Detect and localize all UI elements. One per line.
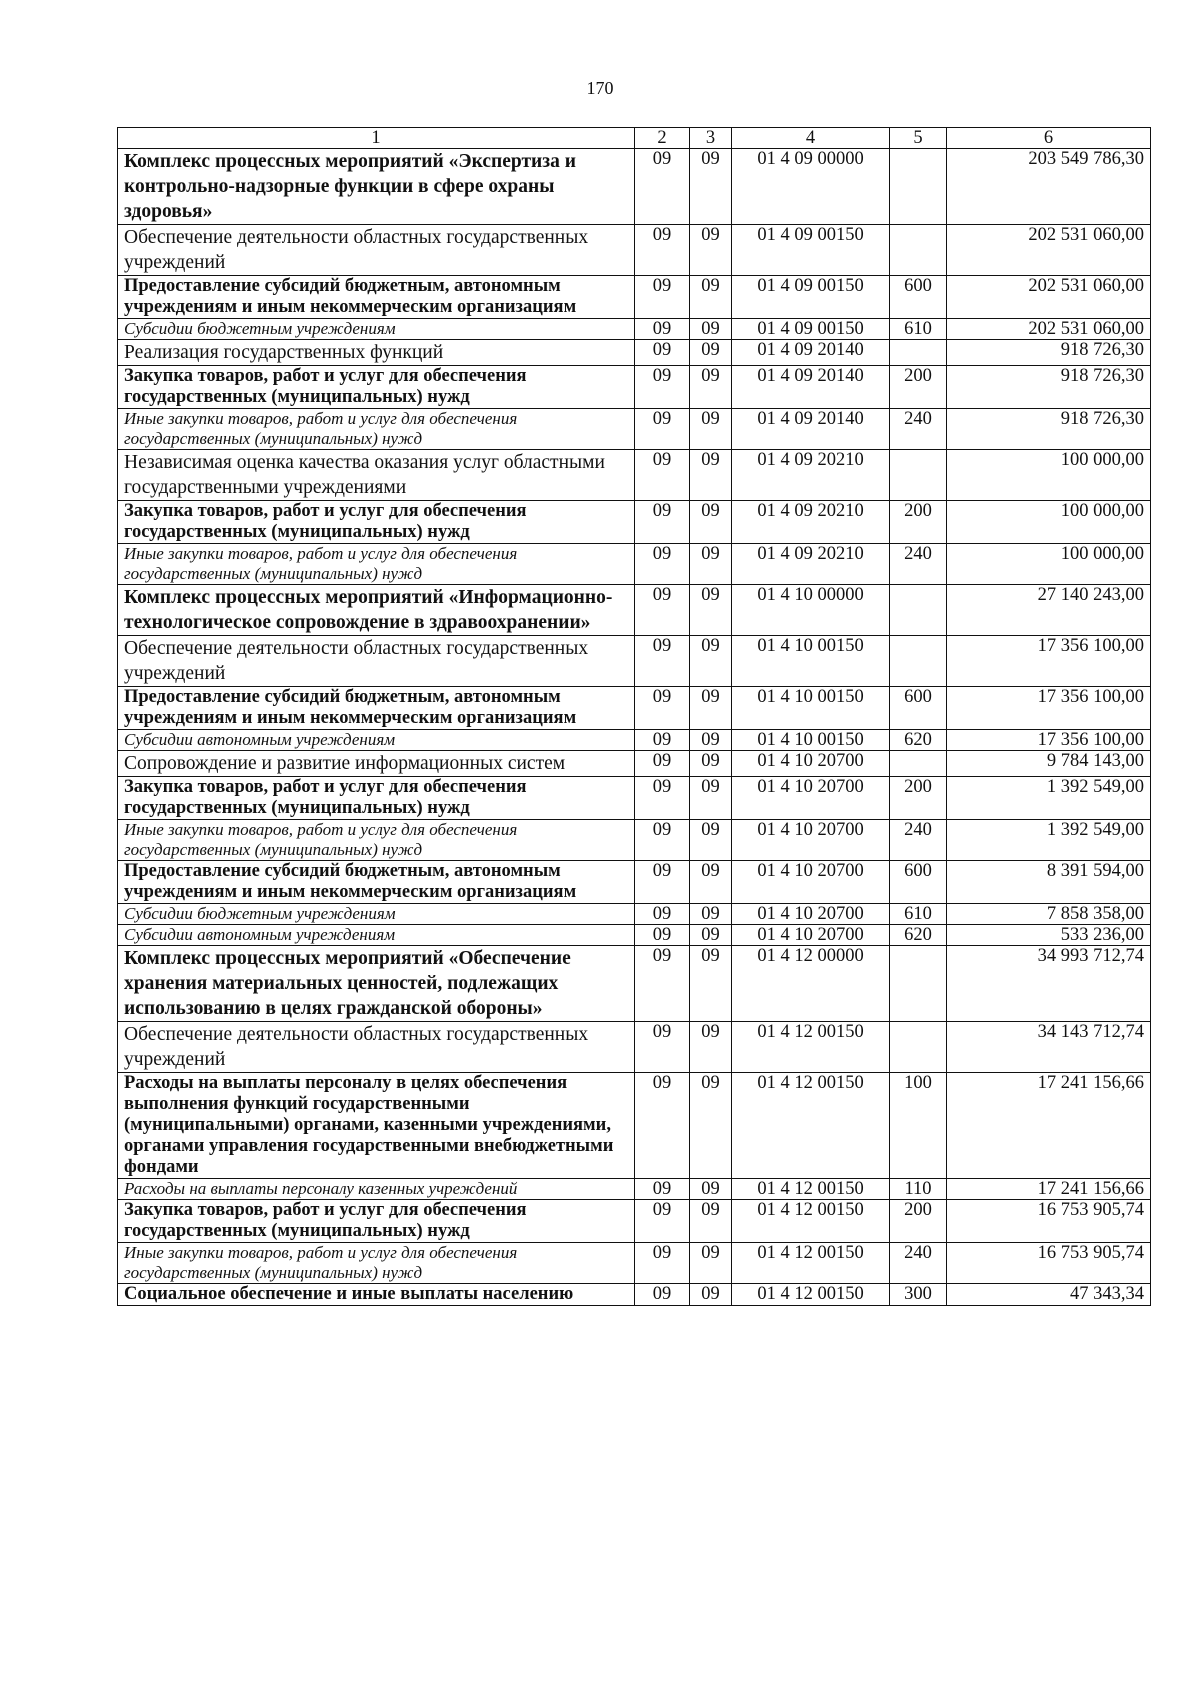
row-subsection-cell: 09 [690,585,732,636]
row-name-cell: Расходы на выплаты персоналу в целях обеспечения выполнения функций государственными (муниципальными) органами, казенными учреждениями, органами управления государственными внебюджетными фондами [118,1073,635,1179]
row-amount-cell: 100 000,00 [947,450,1151,501]
row-name-cell: Комплекс процессных мероприятий «Экспертиза и контрольно-надзорные функции в сфере охраны здоровья» [118,149,635,225]
page-number: 170 [586,78,614,98]
table-row [118,925,1151,946]
row-target-article-cell: 01 4 09 20140 [732,366,890,409]
row-expense-type-cell: 610 [890,904,947,925]
row-amount-cell: 1 392 549,00 [947,820,1151,861]
header-cell: 2 [635,128,690,149]
row-name-cell: Субсидии бюджетным учреждениям [118,904,635,925]
row-name-cell: Социальное обеспечение и иные выплаты населению [118,1284,635,1306]
row-subsection-cell: 09 [690,687,732,730]
table-row [118,340,1151,366]
row-name-cell: Сопровождение и развитие информационных систем [118,751,635,777]
row-section-cell: 09 [635,501,690,544]
row-name-cell: Закупка товаров, работ и услуг для обеспечения государственных (муниципальных) нужд [118,1200,635,1243]
row-section-cell: 09 [635,276,690,319]
row-subsection-cell: 09 [690,225,732,276]
table-row [118,544,1151,585]
row-expense-type-cell [890,751,947,777]
row-expense-type-cell: 300 [890,1284,947,1306]
row-target-article-cell: 01 4 09 20210 [732,501,890,544]
row-name-cell: Обеспечение деятельности областных государственных учреждений [118,1022,635,1073]
row-target-article-cell: 01 4 09 20140 [732,340,890,366]
row-section-cell: 09 [635,1179,690,1200]
row-subsection-cell: 09 [690,1022,732,1073]
row-section-cell: 09 [635,149,690,225]
row-subsection-cell: 09 [690,904,732,925]
table-row [118,777,1151,820]
row-name-cell: Обеспечение деятельности областных государственных учреждений [118,636,635,687]
row-target-article-cell: 01 4 09 00000 [732,149,890,225]
row-amount-cell: 47 343,34 [947,1284,1151,1306]
row-target-article-cell: 01 4 10 20700 [732,925,890,946]
table-row [118,585,1151,636]
row-target-article-cell: 01 4 10 00150 [732,730,890,751]
row-target-article-cell: 01 4 10 20700 [732,751,890,777]
row-subsection-cell: 09 [690,1284,732,1306]
table-body [118,149,1151,1306]
row-amount-cell: 16 753 905,74 [947,1243,1151,1284]
row-name-cell: Расходы на выплаты персоналу казенных учреждений [118,1179,635,1200]
row-amount-cell: 918 726,30 [947,409,1151,450]
row-subsection-cell: 09 [690,450,732,501]
row-amount-cell: 202 531 060,00 [947,319,1151,340]
row-target-article-cell: 01 4 12 00150 [732,1200,890,1243]
row-section-cell: 09 [635,1284,690,1306]
row-target-article-cell: 01 4 09 00150 [732,276,890,319]
row-section-cell: 09 [635,1243,690,1284]
row-subsection-cell: 09 [690,820,732,861]
row-name-cell: Субсидии бюджетным учреждениям [118,319,635,340]
row-amount-cell: 16 753 905,74 [947,1200,1151,1243]
row-subsection-cell: 09 [690,636,732,687]
row-amount-cell: 9 784 143,00 [947,751,1151,777]
table-row [118,946,1151,1022]
row-name-cell: Предоставление субсидий бюджетным, автономным учреждениям и иным некоммерческим организациям [118,276,635,319]
row-expense-type-cell [890,149,947,225]
table-row [118,1073,1151,1179]
row-amount-cell: 100 000,00 [947,544,1151,585]
row-target-article-cell: 01 4 09 00150 [732,225,890,276]
row-expense-type-cell [890,585,947,636]
row-expense-type-cell [890,450,947,501]
row-expense-type-cell [890,636,947,687]
header-cell: 4 [732,128,890,149]
row-expense-type-cell [890,340,947,366]
row-amount-cell: 7 858 358,00 [947,904,1151,925]
row-expense-type-cell: 600 [890,276,947,319]
row-name-cell: Субсидии автономным учреждениям [118,925,635,946]
row-name-cell: Иные закупки товаров, работ и услуг для обеспечения государственных (муниципальных) нужд [118,820,635,861]
row-expense-type-cell [890,225,947,276]
row-expense-type-cell: 240 [890,820,947,861]
row-amount-cell: 17 356 100,00 [947,636,1151,687]
row-expense-type-cell: 620 [890,730,947,751]
header-cell: 3 [690,128,732,149]
row-expense-type-cell [890,946,947,1022]
row-section-cell: 09 [635,777,690,820]
row-target-article-cell: 01 4 09 20140 [732,409,890,450]
row-section-cell: 09 [635,946,690,1022]
row-subsection-cell: 09 [690,340,732,366]
row-section-cell: 09 [635,544,690,585]
row-subsection-cell: 09 [690,366,732,409]
row-section-cell: 09 [635,450,690,501]
row-subsection-cell: 09 [690,149,732,225]
row-amount-cell: 918 726,30 [947,366,1151,409]
table-row [118,730,1151,751]
row-section-cell: 09 [635,751,690,777]
table-row [118,409,1151,450]
table-row [118,751,1151,777]
row-amount-cell: 8 391 594,00 [947,861,1151,904]
row-name-cell: Комплекс процессных мероприятий «Информационно-технологическое сопровождение в здравоохранении» [118,585,635,636]
row-name-cell: Обеспечение деятельности областных государственных учреждений [118,225,635,276]
row-target-article-cell: 01 4 09 20210 [732,450,890,501]
table-row [118,501,1151,544]
table-row [118,225,1151,276]
row-amount-cell: 17 356 100,00 [947,730,1151,751]
row-target-article-cell: 01 4 09 00150 [732,319,890,340]
row-expense-type-cell: 200 [890,1200,947,1243]
row-amount-cell: 34 143 712,74 [947,1022,1151,1073]
row-amount-cell: 100 000,00 [947,501,1151,544]
table-row [118,450,1151,501]
table-row [118,636,1151,687]
row-section-cell: 09 [635,820,690,861]
row-expense-type-cell: 200 [890,501,947,544]
row-amount-cell: 203 549 786,30 [947,149,1151,225]
row-section-cell: 09 [635,409,690,450]
row-name-cell: Предоставление субсидий бюджетным, автономным учреждениям и иным некоммерческим организациям [118,687,635,730]
budget-table [117,127,1151,1306]
row-expense-type-cell: 600 [890,687,947,730]
row-expense-type-cell: 100 [890,1073,947,1179]
row-name-cell: Иные закупки товаров, работ и услуг для обеспечения государственных (муниципальных) нужд [118,1243,635,1284]
row-section-cell: 09 [635,861,690,904]
row-target-article-cell: 01 4 12 00000 [732,946,890,1022]
row-target-article-cell: 01 4 10 20700 [732,820,890,861]
row-target-article-cell: 01 4 10 20700 [732,777,890,820]
row-name-cell: Реализация государственных функций [118,340,635,366]
table-row [118,820,1151,861]
row-subsection-cell: 09 [690,946,732,1022]
table-row [118,687,1151,730]
header-cell: 5 [890,128,947,149]
row-target-article-cell: 01 4 12 00150 [732,1284,890,1306]
table-row [118,904,1151,925]
table-row [118,861,1151,904]
row-section-cell: 09 [635,925,690,946]
row-name-cell: Комплекс процессных мероприятий «Обеспечение хранения материальных ценностей, подлежащих использованию в целях гражданской обороны» [118,946,635,1022]
row-section-cell: 09 [635,1022,690,1073]
row-target-article-cell: 01 4 12 00150 [732,1073,890,1179]
row-section-cell: 09 [635,1200,690,1243]
row-subsection-cell: 09 [690,501,732,544]
row-amount-cell: 918 726,30 [947,340,1151,366]
row-name-cell: Предоставление субсидий бюджетным, автономным учреждениям и иным некоммерческим организациям [118,861,635,904]
table-row [118,1200,1151,1243]
row-expense-type-cell: 200 [890,777,947,820]
row-name-cell: Закупка товаров, работ и услуг для обеспечения государственных (муниципальных) нужд [118,777,635,820]
row-amount-cell: 202 531 060,00 [947,225,1151,276]
row-expense-type-cell: 240 [890,409,947,450]
row-name-cell: Субсидии автономным учреждениям [118,730,635,751]
row-expense-type-cell: 620 [890,925,947,946]
row-subsection-cell: 09 [690,1200,732,1243]
row-target-article-cell: 01 4 12 00150 [732,1022,890,1073]
row-subsection-cell: 09 [690,730,732,751]
row-subsection-cell: 09 [690,409,732,450]
row-section-cell: 09 [635,319,690,340]
row-amount-cell: 1 392 549,00 [947,777,1151,820]
table-row [118,1284,1151,1306]
row-section-cell: 09 [635,730,690,751]
row-target-article-cell: 01 4 10 00150 [732,636,890,687]
row-section-cell: 09 [635,366,690,409]
table-row [118,319,1151,340]
row-name-cell: Иные закупки товаров, работ и услуг для обеспечения государственных (муниципальных) нужд [118,544,635,585]
row-name-cell: Закупка товаров, работ и услуг для обеспечения государственных (муниципальных) нужд [118,366,635,409]
row-amount-cell: 17 241 156,66 [947,1179,1151,1200]
row-target-article-cell: 01 4 09 20210 [732,544,890,585]
row-expense-type-cell: 110 [890,1179,947,1200]
row-target-article-cell: 01 4 10 20700 [732,861,890,904]
row-target-article-cell: 01 4 10 00150 [732,687,890,730]
header-cell: 6 [947,128,1151,149]
row-section-cell: 09 [635,225,690,276]
row-subsection-cell: 09 [690,1243,732,1284]
table-row [118,1179,1151,1200]
table-row [118,1243,1151,1284]
row-name-cell: Закупка товаров, работ и услуг для обеспечения государственных (муниципальных) нужд [118,501,635,544]
table-row [118,149,1151,225]
header-cell: 1 [118,128,635,149]
row-expense-type-cell: 240 [890,1243,947,1284]
row-expense-type-cell: 610 [890,319,947,340]
row-target-article-cell: 01 4 10 00000 [732,585,890,636]
row-subsection-cell: 09 [690,925,732,946]
row-amount-cell: 17 356 100,00 [947,687,1151,730]
row-section-cell: 09 [635,904,690,925]
row-section-cell: 09 [635,585,690,636]
row-section-cell: 09 [635,687,690,730]
row-section-cell: 09 [635,636,690,687]
row-subsection-cell: 09 [690,544,732,585]
row-subsection-cell: 09 [690,861,732,904]
row-subsection-cell: 09 [690,276,732,319]
table-row [118,366,1151,409]
row-target-article-cell: 01 4 12 00150 [732,1179,890,1200]
row-expense-type-cell [890,1022,947,1073]
row-subsection-cell: 09 [690,751,732,777]
row-subsection-cell: 09 [690,1073,732,1179]
row-subsection-cell: 09 [690,1179,732,1200]
row-expense-type-cell: 240 [890,544,947,585]
row-amount-cell: 27 140 243,00 [947,585,1151,636]
table-row [118,1022,1151,1073]
row-amount-cell: 17 241 156,66 [947,1073,1151,1179]
row-expense-type-cell: 600 [890,861,947,904]
row-subsection-cell: 09 [690,319,732,340]
row-amount-cell: 202 531 060,00 [947,276,1151,319]
table-row [118,276,1151,319]
row-target-article-cell: 01 4 10 20700 [732,904,890,925]
row-name-cell: Иные закупки товаров, работ и услуг для обеспечения государственных (муниципальных) нужд [118,409,635,450]
row-target-article-cell: 01 4 12 00150 [732,1243,890,1284]
row-amount-cell: 34 993 712,74 [947,946,1151,1022]
row-section-cell: 09 [635,1073,690,1179]
row-subsection-cell: 09 [690,777,732,820]
row-name-cell: Независимая оценка качества оказания услуг областными государственными учреждениями [118,450,635,501]
row-amount-cell: 533 236,00 [947,925,1151,946]
row-section-cell: 09 [635,340,690,366]
header-row [118,128,1151,149]
row-expense-type-cell: 200 [890,366,947,409]
